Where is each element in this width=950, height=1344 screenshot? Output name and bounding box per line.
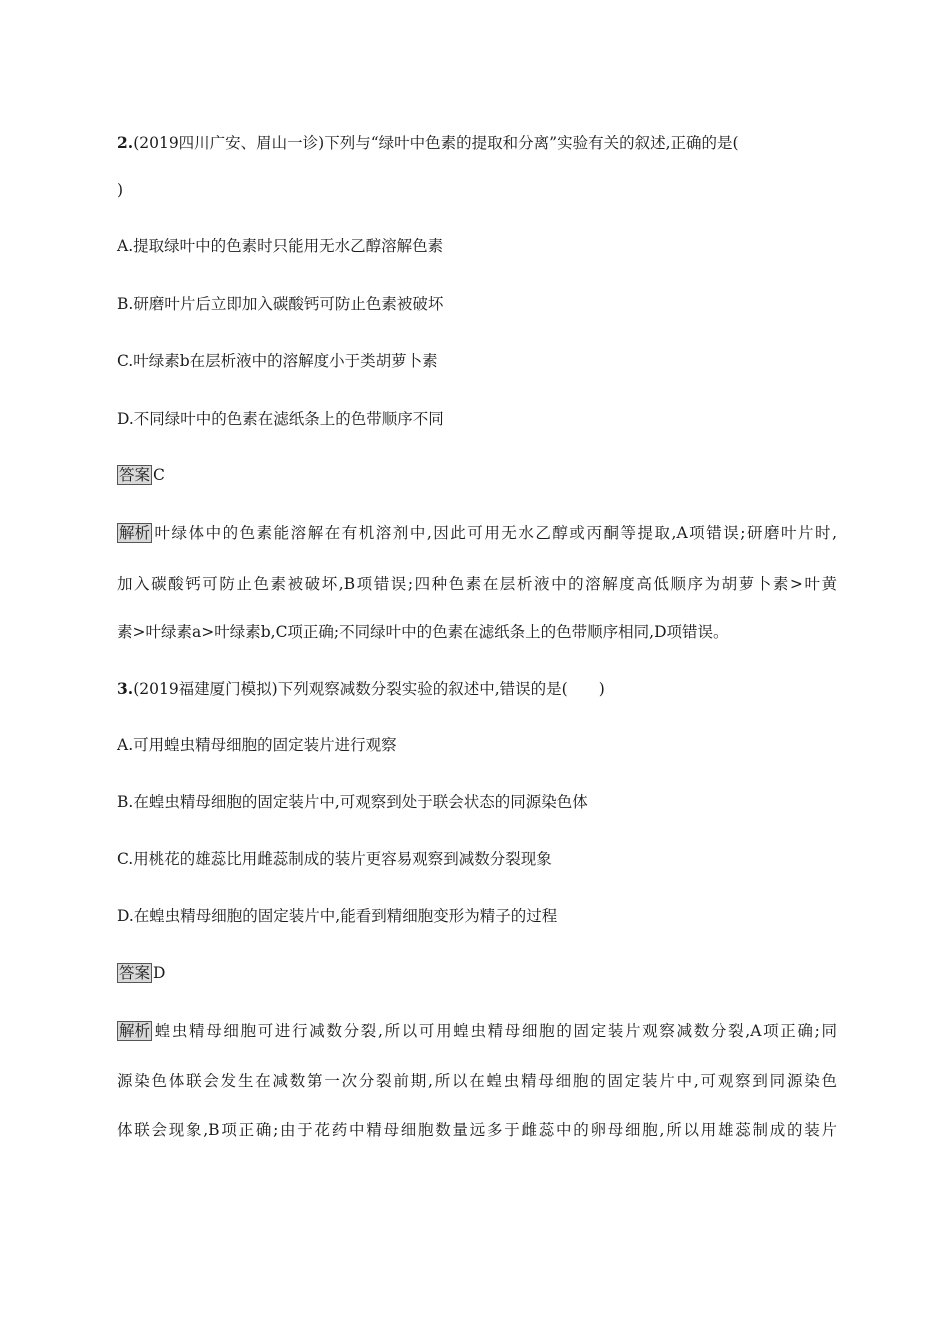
analysis-text: 叶绿体中的色素能溶解在有机溶剂中,因此可用无水乙醇或丙酮等提取,A项错误;研磨叶片时,: [153, 524, 837, 542]
option-d: D.在蝗虫精母细胞的固定装片中,能看到精细胞变形为精子的过程: [117, 907, 558, 925]
question-stem-text: (2019福建厦门模拟)下列观察减数分裂实验的叙述中,错误的是( ): [133, 680, 605, 698]
option-a: A.可用蝗虫精母细胞的固定装片进行观察: [117, 736, 397, 754]
option-d: D.不同绿叶中的色素在滤纸条上的色带顺序不同: [117, 410, 444, 428]
question-3-stem: [117, 679, 837, 699]
analysis-line: [117, 1021, 837, 1041]
question-2-stem-cont: ): [117, 181, 124, 199]
option-b: B.研磨叶片后立即加入碳酸钙可防止色素被破坏: [117, 295, 444, 313]
option-a: A.提取绿叶中的色素时只能用无水乙醇溶解色素: [117, 237, 444, 255]
option-c: C.叶绿素b在层析液中的溶解度小于类胡萝卜素: [117, 352, 438, 370]
option-b: B.在蝗虫精母细胞的固定装片中,可观察到处于联会状态的同源染色体: [117, 793, 588, 811]
answer-row: [117, 963, 837, 983]
answer-label: 答案: [119, 964, 151, 982]
analysis-text: 蝗虫精母细胞可进行减数分裂,所以可用蝗虫精母细胞的固定装片观察减数分裂,A项正确;同: [153, 1022, 837, 1040]
answer-value: D: [153, 964, 166, 982]
analysis-line: 源染色体联会发生在减数第一次分裂前期,所以在蝗虫精母细胞的固定装片中,可观察到同源染色: [117, 1072, 837, 1090]
answer-row: [117, 465, 837, 485]
answer-value: C: [153, 466, 165, 484]
analysis-label: 解析: [119, 1022, 151, 1040]
analysis-line: [117, 523, 837, 543]
analysis-label: 解析: [119, 524, 151, 542]
option-c: C.用桃花的雄蕊比用雌蕊制成的装片更容易观察到减数分裂现象: [117, 850, 552, 868]
question-stem-text: (2019四川广安、眉山一诊)下列与“绿叶中色素的提取和分离”实验有关的叙述,正确的是(: [133, 134, 739, 152]
answer-label: 答案: [119, 466, 151, 484]
question-number: 3.: [117, 679, 134, 698]
analysis-line: 素>叶绿素a>叶绿素b,C项正确;不同绿叶中的色素在滤纸条上的色带顺序相同,D项错误。: [117, 623, 729, 641]
analysis-line: 体联会现象,B项正确;由于花药中精母细胞数量远多于雌蕊中的卵母细胞,所以用雄蕊制成的装片: [117, 1121, 837, 1139]
question-number: 2.: [117, 133, 134, 152]
analysis-line: 加入碳酸钙可防止色素被破坏,B项错误;四种色素在层析液中的溶解度高低顺序为胡萝卜素>叶黄: [117, 575, 837, 593]
question-2-stem: [117, 133, 837, 153]
